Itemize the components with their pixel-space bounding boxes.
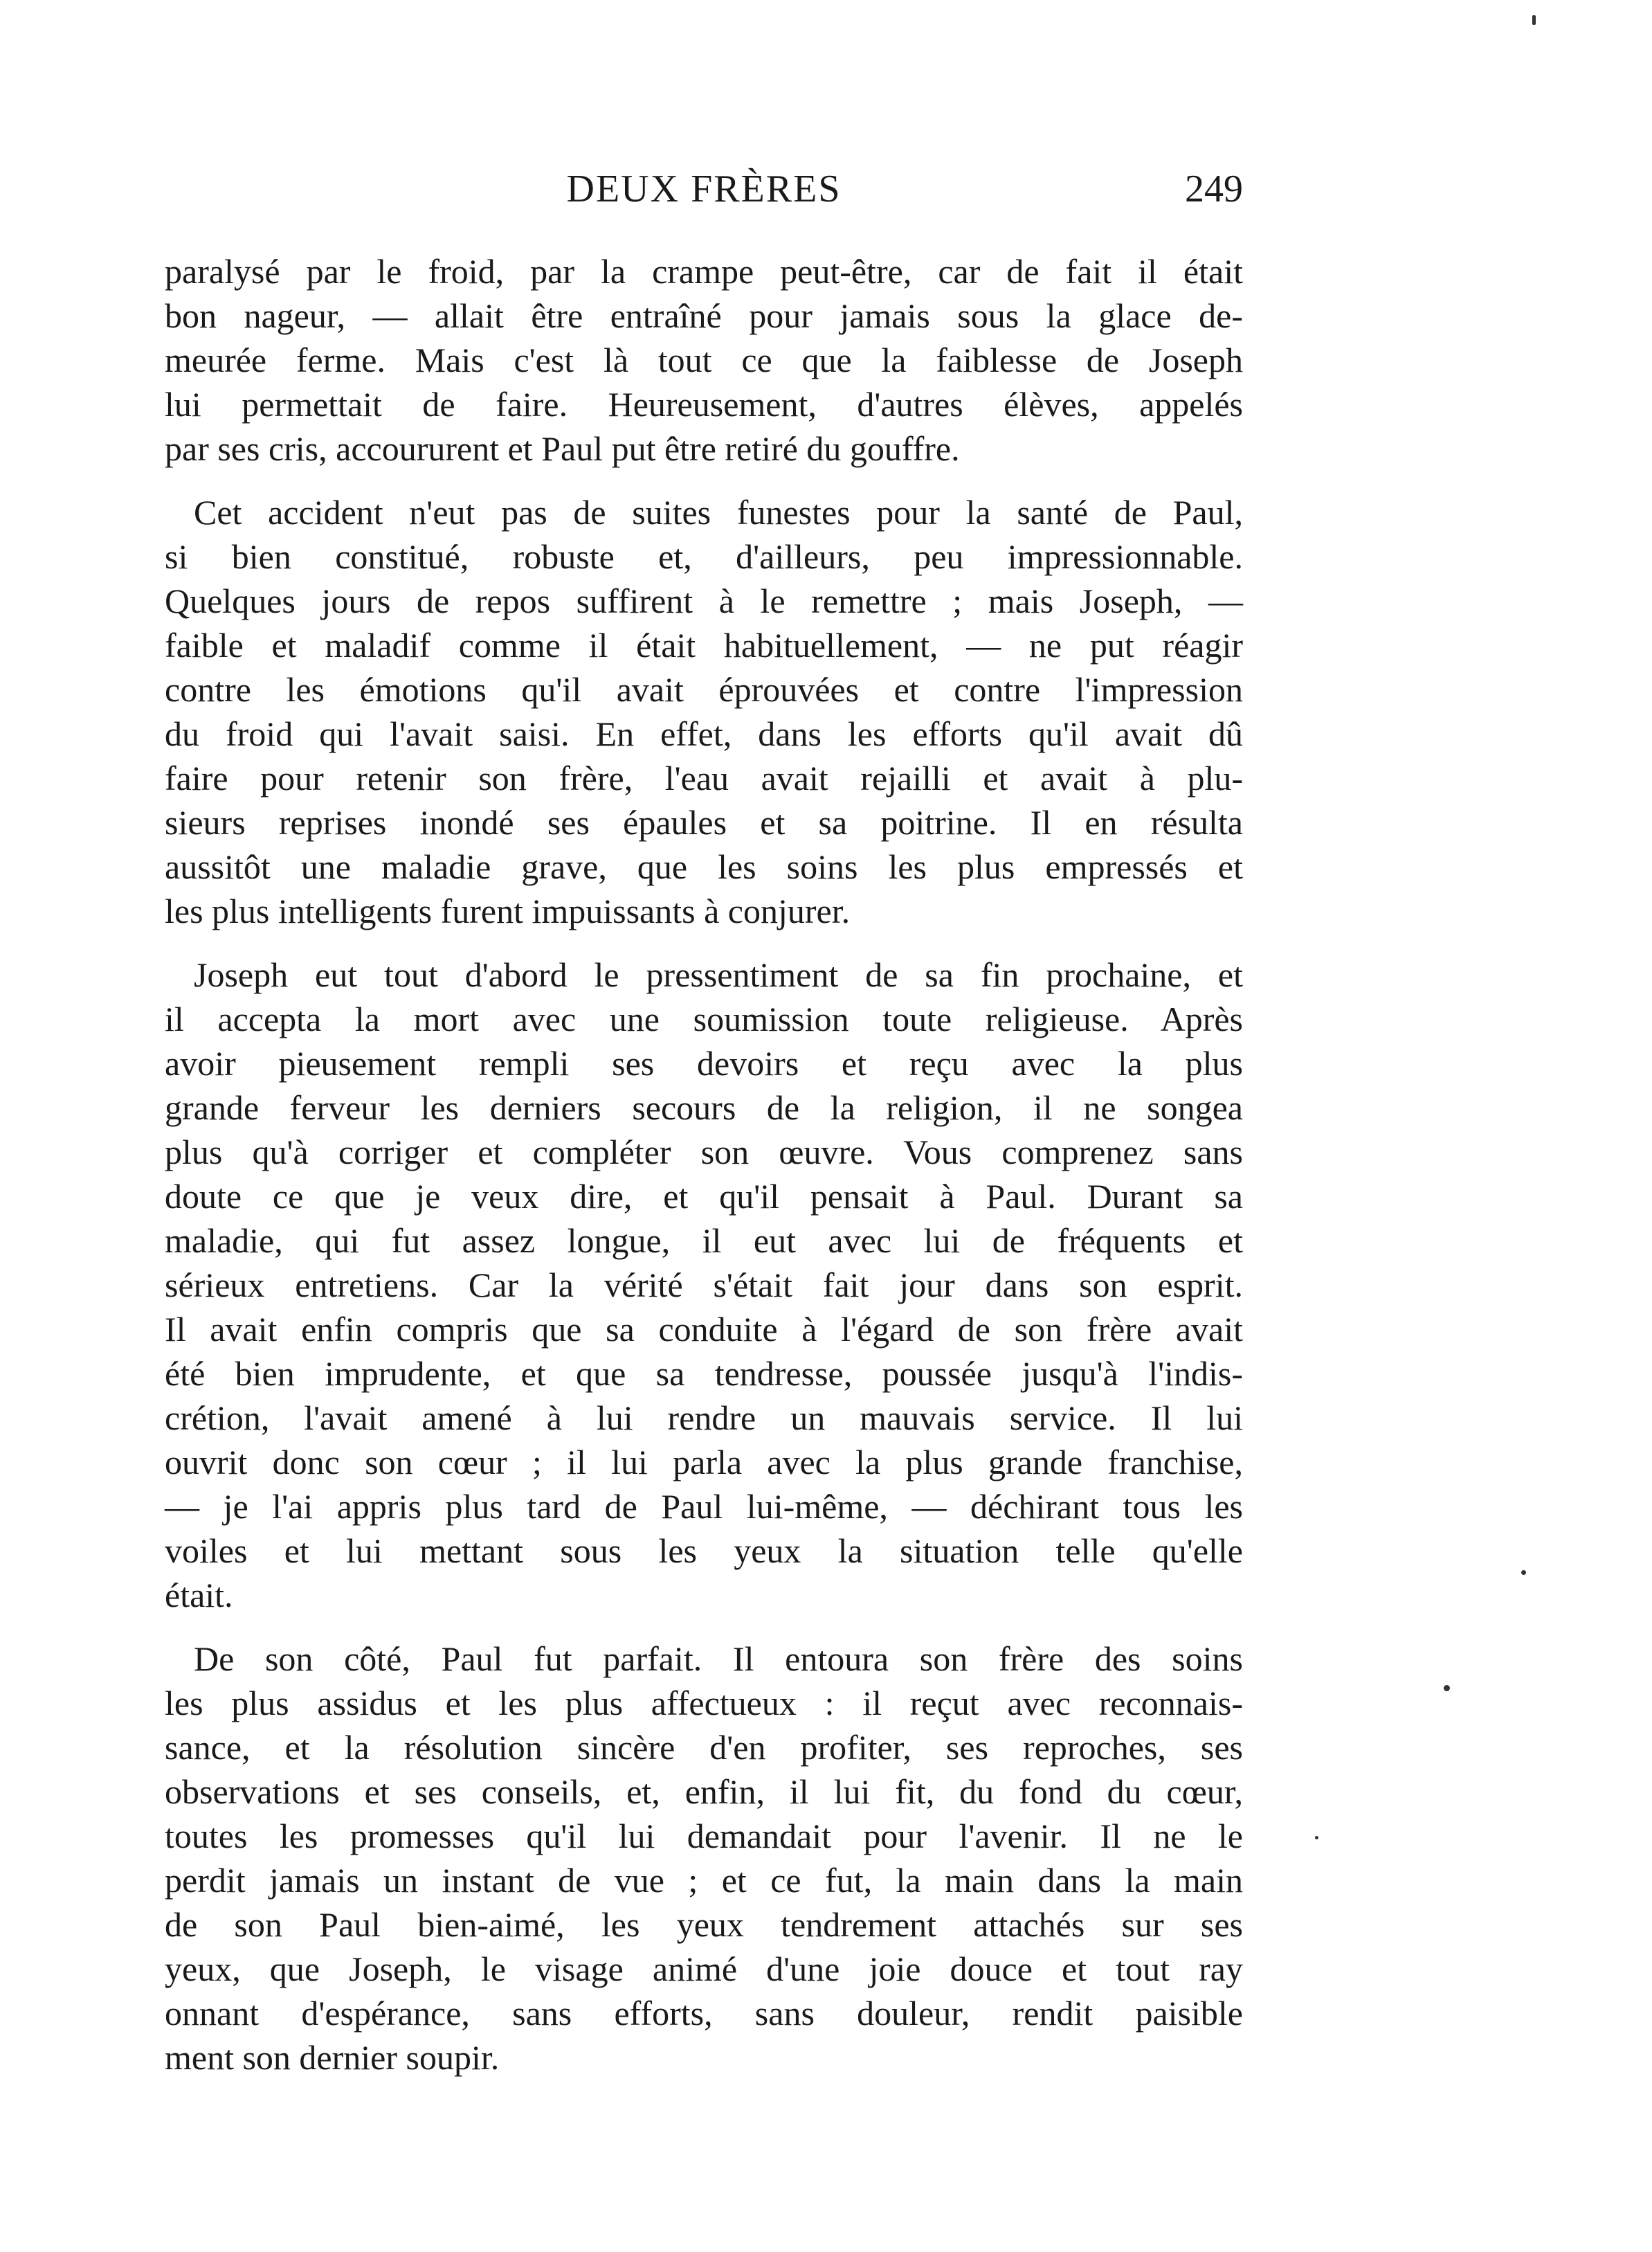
text-line: toutes les promesses qu'il lui demandait pour l'avenir. Il ne le <box>165 1817 1243 1855</box>
text-line: faire pour retenir son frère, l'eau avait rejailli et avait à plu- <box>165 759 1243 798</box>
text-line: bon nageur, — allait être entraîné pour jamais sous la glace de- <box>165 296 1243 335</box>
body-text <box>165 249 1243 2099</box>
text-line: perdit jamais un instant de vue ; et ce fut, la main dans la main <box>165 1861 1243 1900</box>
page-number: 249 <box>1185 168 1243 210</box>
text-line: Il avait enfin compris que sa conduite à l'égard de son frère avait <box>165 1310 1243 1349</box>
text-line: maladie, qui fut assez longue, il eut avec lui de fréquents et <box>165 1221 1243 1260</box>
text-line: il accepta la mort avec une soumission toute religieuse. Après <box>165 1000 1243 1038</box>
text-line: observations et ses conseils, et, enfin, il lui fit, du fond du cœur, <box>165 1772 1243 1811</box>
text-line: été bien imprudente, et que sa tendresse, poussée jusqu'à l'indis- <box>165 1354 1243 1393</box>
text-line: sérieux entretiens. Car la vérité s'était fait jour dans son esprit. <box>165 1265 1243 1304</box>
text-line: du froid qui l'avait saisi. En effet, dans les efforts qu'il avait dû <box>165 714 1243 753</box>
text-line: lui permettait de faire. Heureusement, d'autres élèves, appelés <box>165 385 1243 424</box>
text-line: ouvrit donc son cœur ; il lui parla avec la plus grande franchise, <box>165 1443 1243 1481</box>
text-line: était. <box>165 1576 233 1614</box>
paragraph <box>165 249 1243 471</box>
text-line: crétion, l'avait amené à lui rendre un mauvais service. Il lui <box>165 1398 1243 1437</box>
running-head <box>165 165 1243 213</box>
text-line: ment son dernier soupir. <box>165 2038 500 2077</box>
text-line: Quelques jours de repos suffirent à le remettre ; mais Joseph, — <box>165 582 1243 620</box>
paragraph <box>165 953 1243 1617</box>
text-line: De son côté, Paul fut parfait. Il entoura son frère des soins <box>194 1639 1243 1678</box>
text-line: faible et maladif comme il était habituellement, — ne put réagir <box>165 626 1243 665</box>
text-line: sance, et la résolution sincère d'en profiter, ses reproches, ses <box>165 1728 1243 1767</box>
text-line: les plus intelligents furent impuissants à conjurer. <box>165 892 851 930</box>
text-line: par ses cris, accoururent et Paul put être retiré du gouffre. <box>165 429 960 468</box>
text-line: Joseph eut tout d'abord le pressentiment de sa fin prochaine, et <box>194 955 1243 994</box>
text-line: — je l'ai appris plus tard de Paul lui-même, — déchirant tous les <box>165 1487 1243 1526</box>
scan-speck <box>1521 1570 1526 1575</box>
text-line: sieurs reprises inondé ses épaules et sa poitrine. Il en résulta <box>165 803 1243 842</box>
text-line: Cet accident n'eut pas de suites funestes pour la santé de Paul, <box>194 493 1243 532</box>
paragraph <box>165 1637 1243 2080</box>
scan-speck <box>1315 1836 1318 1839</box>
text-line: contre les émotions qu'il avait éprouvées et contre l'impression <box>165 670 1243 709</box>
text-line: grande ferveur les derniers secours de la religion, il ne songea <box>165 1088 1243 1127</box>
scan-speck <box>1532 15 1536 25</box>
text-line: meurée ferme. Mais c'est là tout ce que la faiblesse de Joseph <box>165 341 1243 379</box>
text-line: avoir pieusement rempli ses devoirs et reçu avec la plus <box>165 1044 1243 1083</box>
text-line: aussitôt une maladie grave, que les soins les plus empressés et <box>165 847 1243 886</box>
text-line: voiles et lui mettant sous les yeux la situation telle qu'elle <box>165 1531 1243 1570</box>
text-line: si bien constitué, robuste et, d'ailleurs, peu impressionnable. <box>165 537 1243 576</box>
running-title: DEUX FRÈRES <box>566 168 842 210</box>
text-line: doute ce que je veux dire, et qu'il pensait à Paul. Durant sa <box>165 1177 1243 1216</box>
text-line: paralysé par le froid, par la crampe peut-être, car de fait il était <box>165 252 1243 291</box>
scan-speck <box>1444 1685 1450 1691</box>
text-line: les plus assidus et les plus affectueux : il reçut avec reconnais- <box>165 1684 1243 1722</box>
text-line: yeux, que Joseph, le visage animé d'une joie douce et tout ray <box>165 1949 1243 1988</box>
text-line: onnant d'espérance, sans efforts, sans douleur, rendit paisible <box>165 1994 1243 2033</box>
paragraph <box>165 490 1243 933</box>
text-line: de son Paul bien-aimé, les yeux tendrement attachés sur ses <box>165 1905 1243 1944</box>
text-line: plus qu'à corriger et compléter son œuvre. Vous comprenez sans <box>165 1133 1243 1171</box>
